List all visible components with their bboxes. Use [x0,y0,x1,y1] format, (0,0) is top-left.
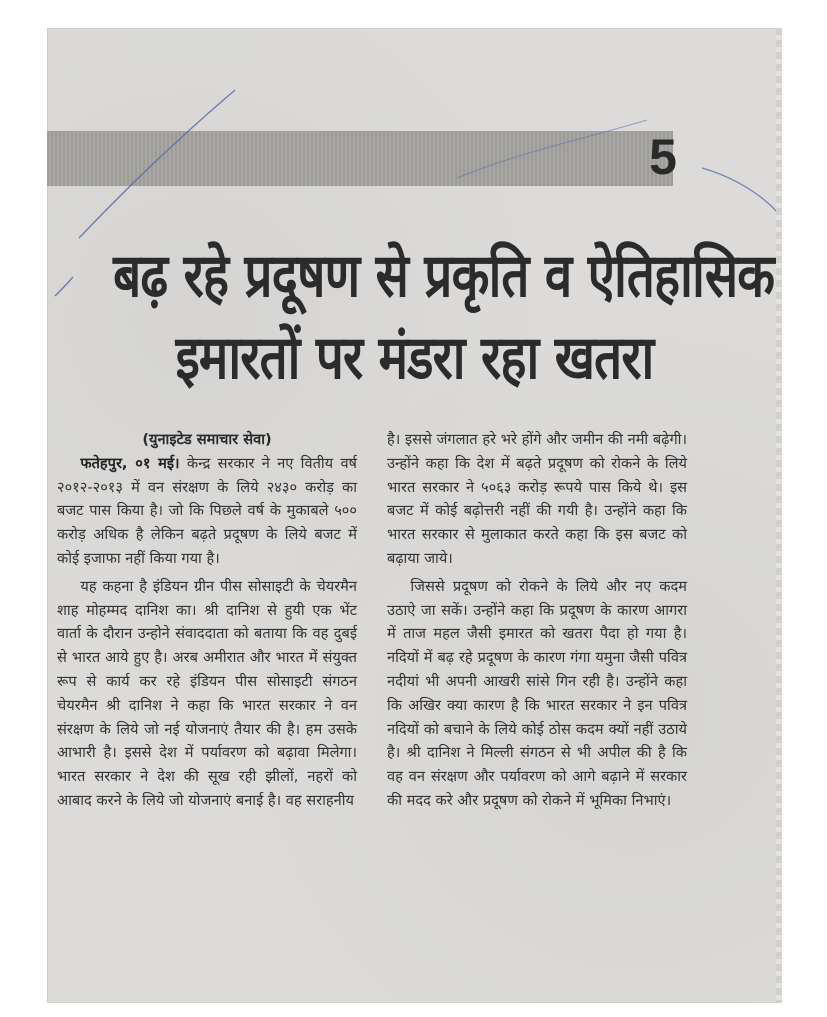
paragraph-text: केन्द्र सरकार ने नए वितीय वर्ष २०१२-२०१३ में वन संरक्षण के लिये २४३० करोड़ का बजट पास किया है। जो कि पिछले वर्ष के मुकाबले ५०० करोड़ अधिक है लेकिन बढ़ते प्रदूषण के लिये बजट में कोई इजाफा नहीं किया गया है। [57,454,357,567]
newspaper-clipping [47,28,782,1003]
headline-line-1: बढ़ रहे प्रदूषण से प्रकृति व ऐतिहासिक [113,241,775,311]
dateline: फतेहपुर, ०१ मई। [80,454,180,472]
pen-stroke-band [457,120,647,178]
torn-edge [776,28,782,1003]
article-paragraph [57,452,357,571]
article-paragraph: यह कहना है इंडियन ग्रीन पीस सोसाइटी के चेयरमैन शाह मोहम्मद दानिश का। श्री दानिश से हुयी एक भेंट वार्ता के दौरान उन्होने संवाददाता को बताया कि वह दुबई से भारत आये हुए है। अरब अमीरात और भारत में संयुक्त रूप से कार्य कर रहे इंडियन पीस सोसाइटी संगठन चेयरमैन श्री दानिश ने कहा कि भारत सरकार ने वन संरक्षण के लिये जो नई योजनाएं तैयार की है। हम उसके आभारी है। इससे देश में पर्यावरण को बढ़ावा मिलेगा। भारत सरकार ने देश की सूख रही झीलों, नहरों को आबाद करने के लिये जो योजनाएं बनाई है। वह सराहनीय [57,577,357,809]
pen-stroke-top [79,90,235,238]
page-number: 5 [649,129,677,185]
pen-stroke-bottom-left [55,277,73,296]
article-paragraph: जिससे प्रदूषण को रोकने के लिये और नए कदम उठाऐ जा सकें। उन्होंने कहा कि प्रदूषण के कारण आगरा में ताज महल जैसी इमारत को खतरा पैदा हो गया है। नदियों में बढ़ रहे प्रदूषण के कारण गंगा यमुना जैसी पवित्र नदीयां भी अपनी आखरी सांसे गिन रही है। उन्होंने कहा कि अखिर क्या कारण है कि भारत सरकार ने इन पवित्र नदियों को बचाने के लिये कोई ठोस कदम क्यों नहीं उठाये है। श्री दानिश ने मिल्ली संगठन से भी अपील की है कि वह वन संरक्षण और पर्यावरण को आगे बढ़ाने में सरकार की मदद करे और प्रदूषण को रोकने में भूमिका निभाएं। [387,577,687,809]
article-paragraph: है। इससे जंगलात हरे भरे होंगे और जमीन की नमी बढ़ेगी। उन्होंने कहा कि देश में बढ़ते प्रदूषण को रोकने के लिये भारत सरकार ने ५०६३ करोड़ रूपये पास किये थे। इस बजट में कोई बढ़ोत्तरी नहीं की गयी है। उन्होंने कहा कि भारत सरकार से मुलाकात करते कहा कि इस बजट को बढ़ाया जाये। [387,431,687,567]
byline: (युनाइटेड समाचार सेवा) [142,431,272,448]
article-column-left [57,428,357,813]
pen-stroke-right [702,168,782,218]
article-column-right [387,428,687,813]
headline-line-2: इमारतों पर मंडरा रहा खतरा [175,323,654,393]
